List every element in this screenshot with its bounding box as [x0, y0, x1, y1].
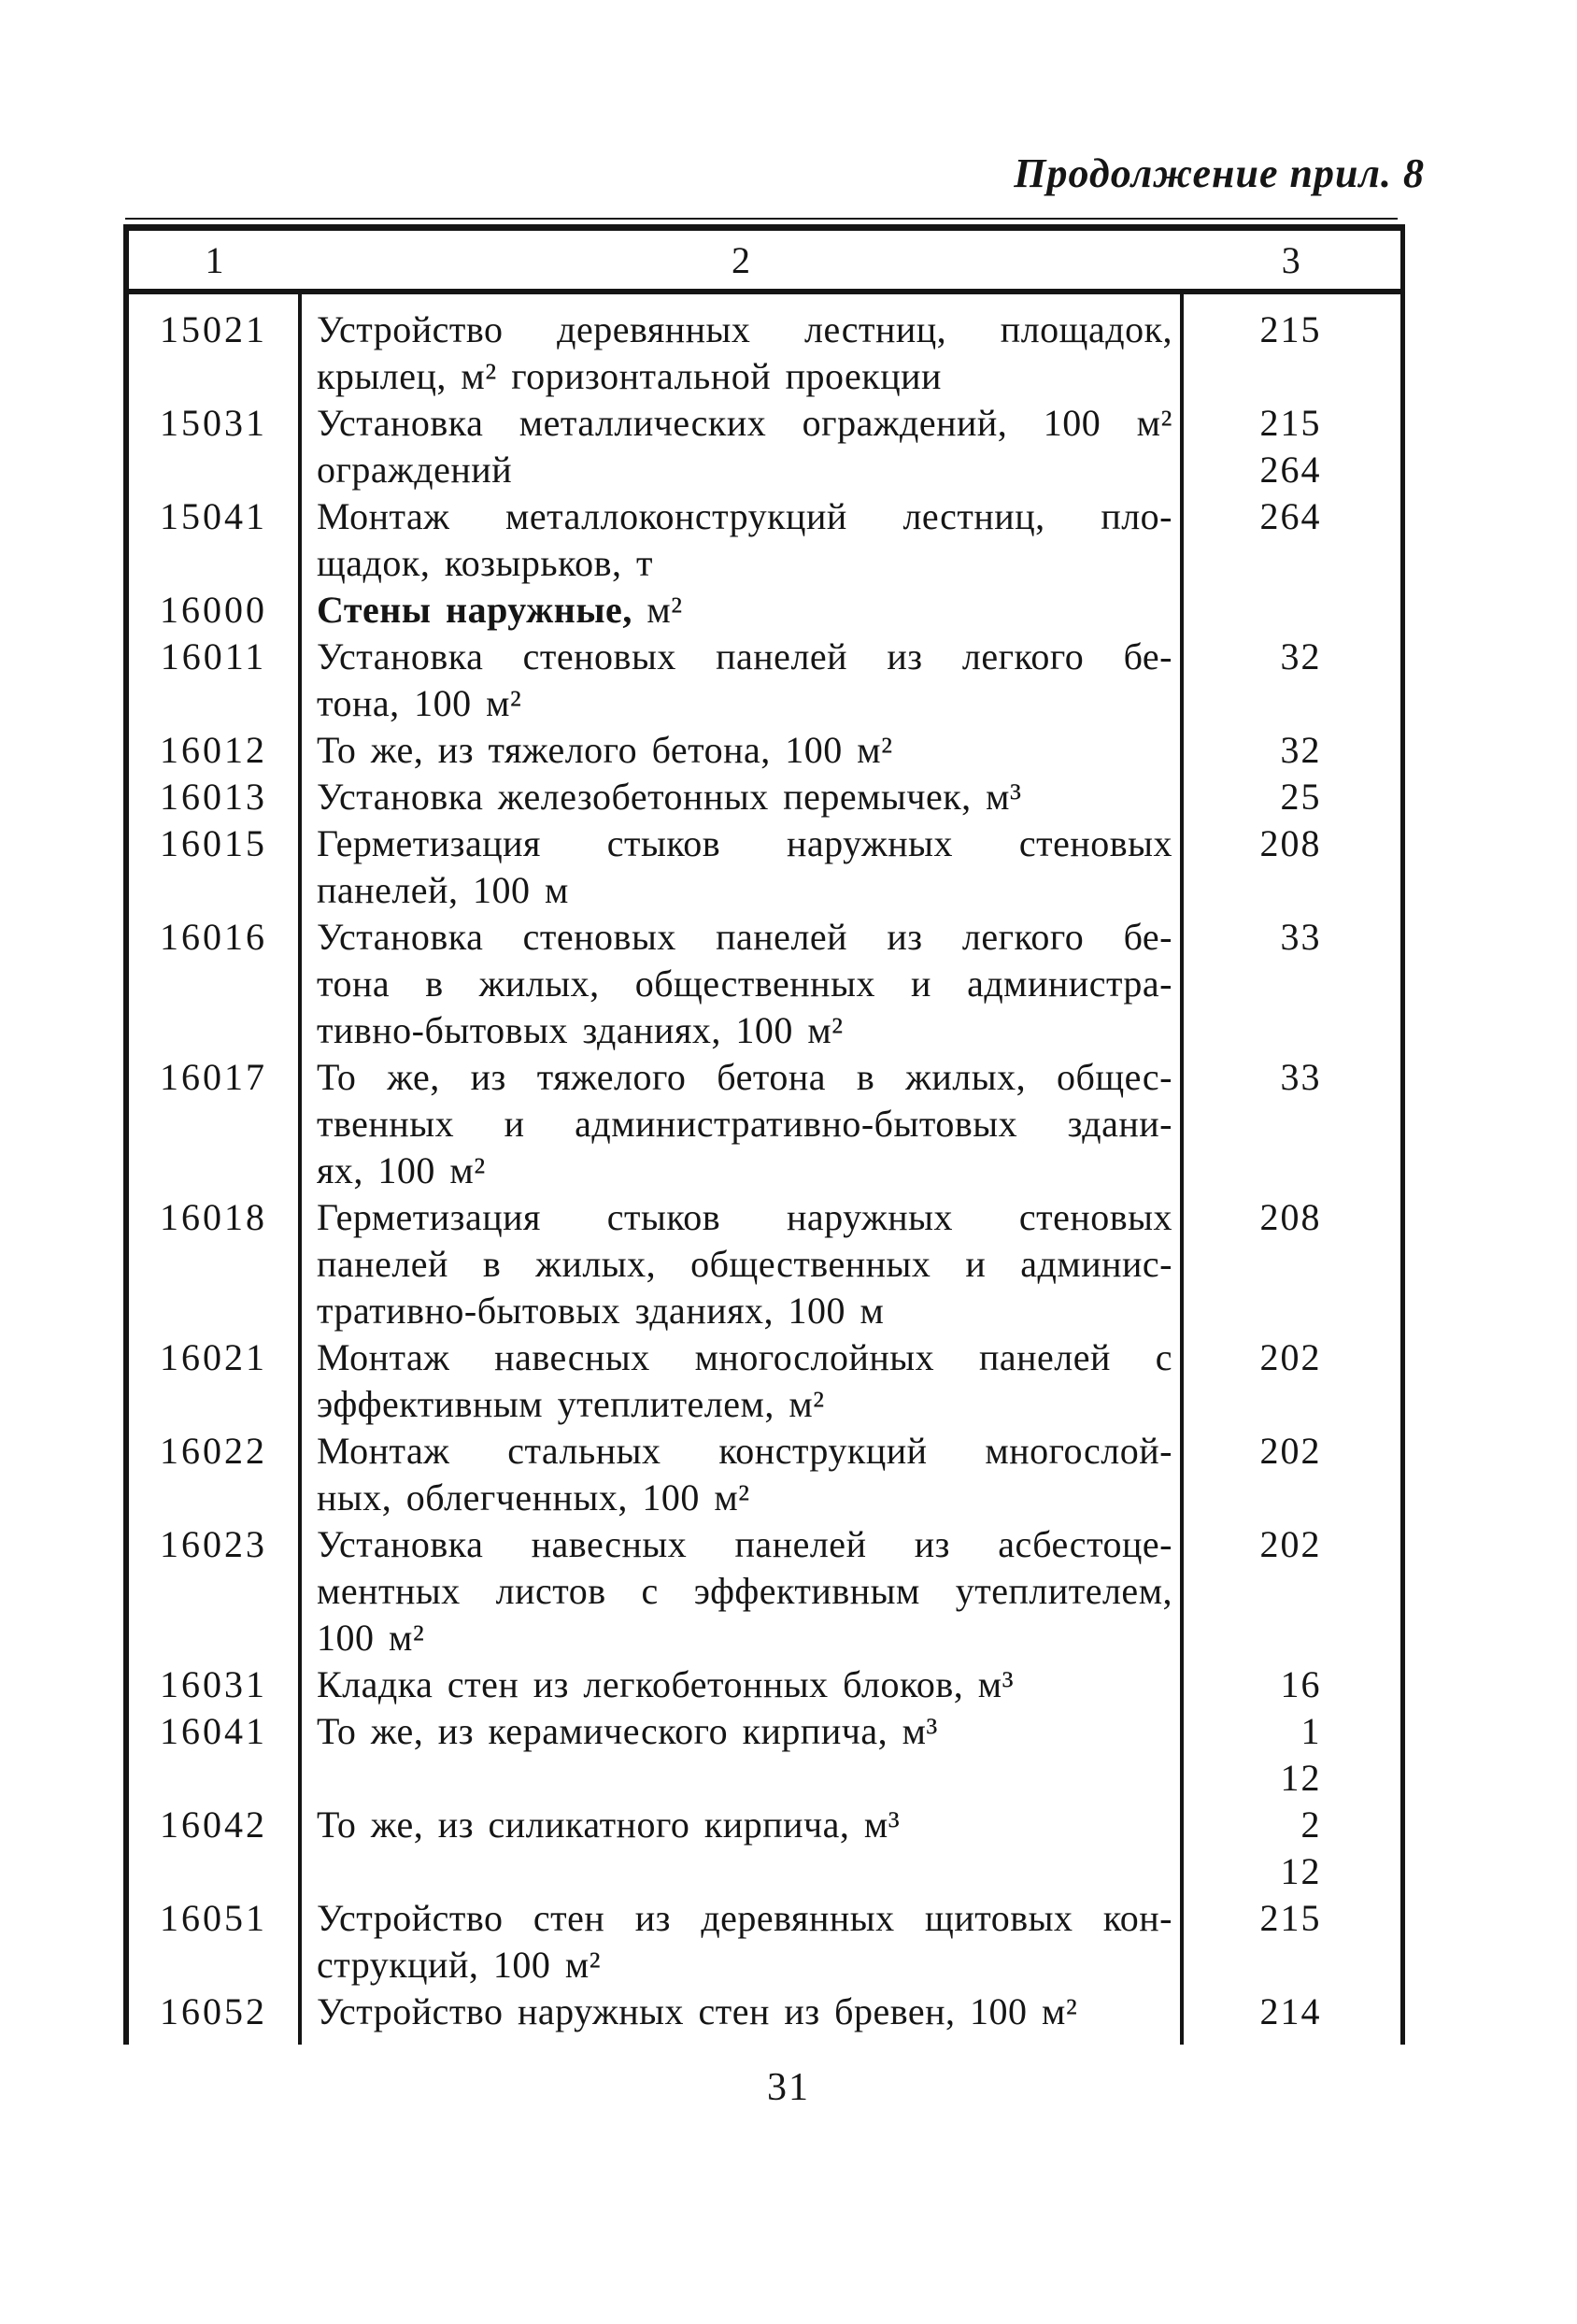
row-code: 16016	[126, 914, 300, 1054]
table-row	[126, 1708, 1402, 1802]
row-code: 16013	[126, 774, 300, 820]
row-description: Кладка стен из легкобетонных блоков, м³	[317, 1663, 1015, 1705]
row-description: Герметизация стыков наружных стеновых панелей, 100 м	[317, 822, 1172, 911]
continuation-title: Продолжение прил. 8	[1014, 150, 1425, 196]
row-value	[1182, 587, 1402, 634]
row-description: Стены наружные, м²	[317, 589, 683, 631]
table-top-rule	[125, 218, 1398, 220]
row-value: 2 12	[1182, 1802, 1402, 1895]
row-description: Установка стеновых панелей из легкого бе- тона, 100 м²	[317, 635, 1172, 724]
row-code: 16052	[126, 1989, 300, 2045]
table-row	[126, 1895, 1402, 1989]
row-code: 16017	[126, 1054, 300, 1194]
table-row	[126, 1802, 1402, 1895]
table-header-row	[126, 228, 1402, 292]
table-row	[126, 1054, 1402, 1194]
row-value: 25	[1182, 774, 1402, 820]
row-description: То же, из силикатного кирпича, м³	[317, 1804, 901, 1846]
table-row	[126, 727, 1402, 774]
row-description: Установка стеновых панелей из легкого бе- тона в жилых, общественных и администра- тивно-бытовых зданиях, 100 м²	[317, 916, 1172, 1051]
row-value: 215 264	[1182, 400, 1402, 493]
row-value: 33	[1182, 914, 1402, 1054]
row-code: 16018	[126, 1194, 300, 1334]
table-row	[126, 1521, 1402, 1661]
row-code: 15021	[126, 292, 300, 400]
row-value: 1 12	[1182, 1708, 1402, 1802]
page-number: 31	[767, 2066, 810, 2109]
table-row	[126, 493, 1402, 587]
row-code: 15041	[126, 493, 300, 587]
row-code: 16015	[126, 820, 300, 914]
row-description: То же, из керамического кирпича, м³	[317, 1710, 938, 1752]
row-description: Герметизация стыков наружных стеновых панелей в жилых, общественных и админис- тративно-бытовых зданиях, 100 м	[317, 1196, 1172, 1332]
row-description: То же, из тяжелого бетона, 100 м²	[317, 729, 893, 771]
row-description: Установка железобетонных перемычек, м³	[317, 776, 1022, 818]
row-value: 264	[1182, 493, 1402, 587]
row-value: 32	[1182, 634, 1402, 727]
table-row	[126, 914, 1402, 1054]
table-row	[126, 1194, 1402, 1334]
row-description: Устройство наружных стен из бревен, 100 м²	[317, 1990, 1078, 2032]
table-row	[126, 1989, 1402, 2045]
row-code: 15031	[126, 400, 300, 493]
norms-table	[123, 224, 1405, 2045]
row-value: 215	[1182, 292, 1402, 400]
row-code: 16022	[126, 1428, 300, 1521]
table-row	[126, 587, 1402, 634]
row-code: 16023	[126, 1521, 300, 1661]
row-value: 33	[1182, 1054, 1402, 1194]
table-row	[126, 1661, 1402, 1708]
row-code: 16012	[126, 727, 300, 774]
row-description: Монтаж стальных конструкций многослой- ных, облегченных, 100 м²	[317, 1430, 1172, 1518]
table-body	[126, 292, 1402, 2045]
table-row	[126, 634, 1402, 727]
row-value: 202	[1182, 1428, 1402, 1521]
row-value: 16	[1182, 1661, 1402, 1708]
table-row	[126, 1334, 1402, 1428]
table-row	[126, 820, 1402, 914]
table-row	[126, 774, 1402, 820]
row-value: 208	[1182, 820, 1402, 914]
row-code: 16051	[126, 1895, 300, 1989]
row-code: 16011	[126, 634, 300, 727]
row-value: 202	[1182, 1521, 1402, 1661]
row-value: 32	[1182, 727, 1402, 774]
row-value: 214	[1182, 1989, 1402, 2045]
row-value: 215	[1182, 1895, 1402, 1989]
row-description: Устройство деревянных лестниц, площадок, крылец, м² горизонтальной проекции	[317, 308, 1172, 397]
column-header-3: 3	[1182, 228, 1402, 292]
table-row	[126, 400, 1402, 493]
row-code: 16000	[126, 587, 300, 634]
row-description: Монтаж навесных многослойных панелей с эффективным утеплителем, м²	[317, 1336, 1172, 1425]
row-description: Монтаж металлоконструкций лестниц, пло- щадок, козырьков, т	[317, 495, 1172, 584]
row-value: 202	[1182, 1334, 1402, 1428]
row-code: 16042	[126, 1802, 300, 1895]
table-row	[126, 1428, 1402, 1521]
column-header-1: 1	[126, 228, 300, 292]
row-code: 16021	[126, 1334, 300, 1428]
table-row	[126, 292, 1402, 400]
row-description: Установка металлических ограждений, 100 м² ограждений	[317, 402, 1172, 491]
column-header-2: 2	[300, 228, 1182, 292]
row-description: Установка навесных панелей из асбестоце- ментных листов с эффективным утеплителем, 100 м²	[317, 1523, 1172, 1659]
row-description: То же, из тяжелого бетона в жилых, общес- твенных и административно-бытовых здани- ях, 100 м²	[317, 1056, 1172, 1191]
row-value: 208	[1182, 1194, 1402, 1334]
row-code: 16041	[126, 1708, 300, 1802]
row-code: 16031	[126, 1661, 300, 1708]
row-description: Устройство стен из деревянных щитовых кон- струкций, 100 м²	[317, 1897, 1172, 1986]
